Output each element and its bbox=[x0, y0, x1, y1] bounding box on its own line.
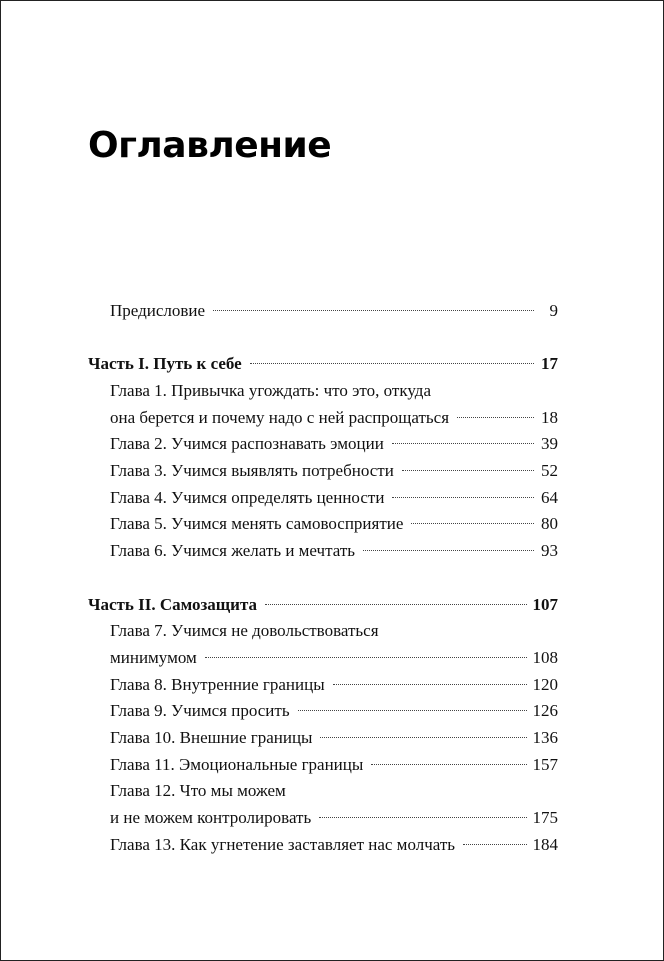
toc-entry-chapter-6 bbox=[110, 539, 558, 563]
page-title: Оглавление bbox=[88, 125, 332, 166]
toc-page-number: 17 bbox=[541, 354, 558, 373]
toc-entry-chapter-5 bbox=[110, 512, 558, 536]
toc-entry-label: Глава 13. Как угнетение заставляет нас молчать bbox=[110, 835, 456, 854]
dot-leader bbox=[463, 844, 526, 845]
toc-entry-label: Глава 10. Внешние границы bbox=[110, 728, 313, 747]
dot-leader bbox=[333, 684, 527, 685]
dot-leader bbox=[392, 443, 534, 444]
dot-leader bbox=[250, 363, 534, 364]
toc-entry-chapter-1-line-1: Глава 1. Привычка угождать: что это, откуда bbox=[110, 381, 431, 400]
toc-page-number: 9 bbox=[549, 301, 558, 320]
dot-leader bbox=[392, 497, 534, 498]
toc-entry-chapter-7 bbox=[110, 646, 558, 670]
toc-page-number: 39 bbox=[541, 434, 558, 453]
toc-page-number: 126 bbox=[532, 701, 558, 720]
toc-entry-label: Глава 9. Учимся просить bbox=[110, 701, 290, 720]
toc-entry-label: Глава 3. Учимся выявлять потребности bbox=[110, 461, 394, 480]
toc-entry-chapter-13 bbox=[110, 833, 558, 857]
toc-part-1 bbox=[88, 352, 558, 376]
toc-entry-label: Глава 5. Учимся менять самовосприятие bbox=[110, 514, 404, 533]
dot-leader bbox=[319, 817, 526, 818]
toc-page-number: 157 bbox=[532, 755, 558, 774]
toc-entry-label: Предисловие bbox=[110, 301, 206, 320]
toc-entry-label: Глава 2. Учимся распознавать эмоции bbox=[110, 434, 384, 453]
dot-leader bbox=[298, 710, 527, 711]
toc-page-number: 107 bbox=[532, 595, 558, 614]
toc-entry-label: и не можем контролировать bbox=[110, 808, 312, 827]
toc-page-number: 18 bbox=[541, 408, 558, 427]
toc-entry-chapter-3 bbox=[110, 459, 558, 483]
toc-part-label: Часть II. Самозащита bbox=[88, 595, 258, 614]
dot-leader bbox=[363, 550, 534, 551]
toc-page-number: 80 bbox=[541, 514, 558, 533]
toc-part-2 bbox=[88, 593, 558, 617]
toc-page-number: 175 bbox=[532, 808, 558, 827]
dot-leader bbox=[411, 523, 534, 524]
toc-page-number: 108 bbox=[532, 648, 558, 667]
toc-entry-label: Глава 6. Учимся желать и мечтать bbox=[110, 541, 356, 560]
toc-entry-chapter-8 bbox=[110, 673, 558, 697]
dot-leader bbox=[457, 417, 534, 418]
toc-page-number: 64 bbox=[541, 488, 558, 507]
toc-page-number: 136 bbox=[532, 728, 558, 747]
toc-entry-chapter-9 bbox=[110, 699, 558, 723]
dot-leader bbox=[320, 737, 526, 738]
toc-page-number: 184 bbox=[532, 835, 558, 854]
toc-entry-label: Глава 4. Учимся определять ценности bbox=[110, 488, 385, 507]
toc-part-label: Часть I. Путь к себе bbox=[88, 354, 242, 373]
toc-entry-label: минимумом bbox=[110, 648, 197, 667]
dot-leader bbox=[265, 604, 526, 605]
dot-leader bbox=[205, 657, 527, 658]
toc-page-number: 52 bbox=[541, 461, 558, 480]
dot-leader bbox=[213, 310, 534, 311]
toc-entry-chapter-10 bbox=[110, 726, 558, 750]
toc-page-number: 93 bbox=[541, 541, 558, 560]
toc-entry-chapter-2 bbox=[110, 432, 558, 456]
toc-entry-label: она берется и почему надо с ней распрощаться bbox=[110, 408, 450, 427]
toc-entry-chapter-7-line-1: Глава 7. Учимся не довольствоваться bbox=[110, 621, 379, 640]
toc-entry-preface bbox=[110, 299, 558, 323]
toc-entry-label: Глава 11. Эмоциональные границы bbox=[110, 755, 364, 774]
dot-leader bbox=[402, 470, 534, 471]
toc-page-number: 120 bbox=[532, 675, 558, 694]
toc-entry-chapter-4 bbox=[110, 486, 558, 510]
toc-entry-label: Глава 8. Внутренние границы bbox=[110, 675, 325, 694]
toc-entry-chapter-12 bbox=[110, 806, 558, 830]
toc-entry-chapter-11 bbox=[110, 753, 558, 777]
toc-entry-chapter-12-line-1: Глава 12. Что мы можем bbox=[110, 781, 286, 800]
toc-entry-chapter-1 bbox=[110, 406, 558, 430]
dot-leader bbox=[371, 764, 526, 765]
